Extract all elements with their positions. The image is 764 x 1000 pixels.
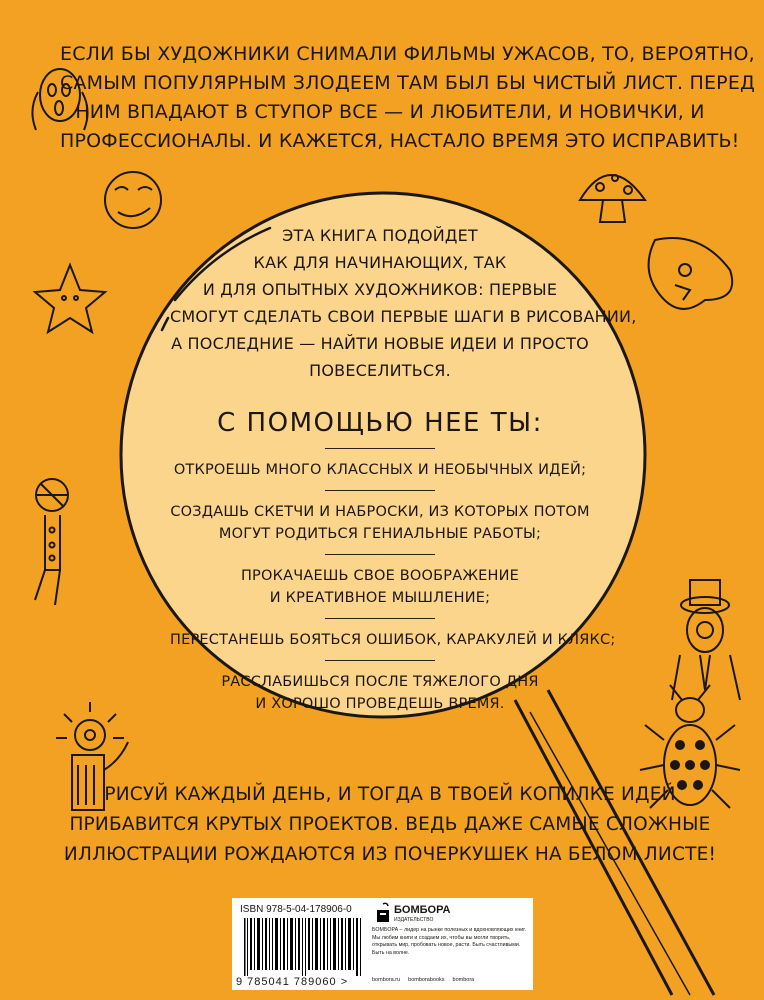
divider	[325, 448, 435, 449]
barcode-icon	[242, 918, 366, 976]
divider	[325, 554, 435, 555]
divider	[325, 660, 435, 661]
benefit-line: РАССЛАБИШЬСЯ ПОСЛЕ ТЯЖЕЛОГО ДНЯ	[221, 674, 539, 690]
smiley-face-doodle-icon	[105, 172, 161, 228]
publisher-description: БОМБОРА – лидер на рынке полезных и вдохновляющих книг. Мы любим книги и создаем их, чтобы вы могли творить, открывать мир, пробовать новое, расти. Быть счастливыми. Быть на волне.	[372, 927, 527, 956]
divider	[325, 618, 435, 619]
lens-heading: С ПОМОЩЬЮ НЕЕ ТЫ:	[217, 408, 543, 438]
acrobat-doodle-icon	[35, 479, 68, 605]
star-doodle-icon	[35, 265, 105, 332]
benefit-line: И ХОРОШО ПРОВЕДЕШЬ ВРЕМЯ.	[255, 696, 505, 712]
closing-line: ПРИБАВИТСЯ КРУТЫХ ПРОЕКТОВ. ВЕДЬ ДАЖЕ САМЫЕ СЛОЖНЫЕ	[69, 814, 711, 835]
lens-intro-line: И ДЛЯ ОПЫТНЫХ ХУДОЖНИКОВ: ПЕРВЫЕ	[202, 280, 558, 299]
benefit-item	[170, 671, 590, 715]
closing-line: ИЛЛЮСТРАЦИИ РОЖДАЮТСЯ ИЗ ПОЧЕРКУШЕК НА БЕЛОМ ЛИСТЕ!	[63, 844, 717, 865]
benefit-item	[170, 501, 590, 545]
lens-intro-line: А ПОСЛЕДНИЕ — НАЙТИ НОВЫЕ ИДЕИ И ПРОСТО	[171, 334, 589, 353]
website-link[interactable]: bombora.ru	[372, 977, 401, 983]
lens-intro	[170, 222, 637, 384]
isbn-label: ISBN 978-5-04-178906-0	[240, 904, 352, 915]
benefit-item	[170, 629, 616, 651]
man-with-apple-doodle-icon	[672, 580, 740, 700]
social-link[interactable]: bombora	[452, 977, 475, 983]
fish-doodle-icon	[649, 238, 733, 309]
mushroom-doodle-icon	[580, 175, 645, 222]
lens-content	[170, 222, 637, 715]
intro-line: САМЫМ ПОПУЛЯРНЫМ ЗЛОДЕЕМ ТАМ БЫЛ БЫ ЧИСТЫЙ ЛИСТ. ПЕРЕД	[60, 72, 756, 94]
intro-line: НИМ ВПАДАЮТ В СТУПОР ВСЕ — И ЛЮБИТЕЛИ, И НОВИЧКИ, И	[75, 101, 705, 123]
benefit-line: И КРЕАТИВНОЕ МЫШЛЕНИЕ;	[269, 590, 491, 606]
intro-line: ЕСЛИ БЫ ХУДОЖНИКИ СНИМАЛИ ФИЛЬМЫ УЖАСОВ, ТО, ВЕРОЯТНО,	[60, 43, 755, 65]
lens-intro-line: ЭТА КНИГА ПОДОЙДЕТ	[282, 226, 478, 245]
benefit-line: СОЗДАШЬ СКЕТЧИ И НАБРОСКИ, ИЗ КОТОРЫХ ПОТОМ	[170, 504, 590, 520]
benefit-line: ПРОКАЧАЕШЬ СВОЕ ВООБРАЖЕНИЕ	[240, 568, 520, 584]
benefit-line: МОГУТ РОДИТЬСЯ ГЕНИАЛЬНЫЕ РАБОТЫ;	[218, 526, 542, 542]
intro-paragraph	[60, 40, 756, 156]
benefit-line: ПЕРЕСТАНЕШЬ БОЯТЬСЯ ОШИБОК, КАРАКУЛЕЙ И КЛЯКС;	[170, 632, 616, 648]
lens-intro-line: СМОГУТ СДЕЛАТЬ СВОИ ПЕРВЫЕ ШАГИ В РИСОВАНИИ,	[170, 307, 637, 326]
lens-intro-line: ПОВЕСЕЛИТЬСЯ.	[309, 361, 451, 380]
publisher-subtitle: ИЗДАТЕЛЬСТВО	[394, 917, 434, 923]
bomb-logo-icon	[374, 902, 392, 924]
barcode-panel	[232, 898, 533, 990]
closing-line: РИСУЙ КАЖДЫЙ ДЕНЬ, И ТОГДА В ТВОЕЙ КОПИЛКЕ ИДЕЙ	[104, 784, 676, 805]
benefit-line: ОТКРОЕШЬ МНОГО КЛАССНЫХ И НЕОБЫЧНЫХ ИДЕЙ;	[173, 462, 587, 478]
intro-line: ПРОФЕССИОНАЛЫ. И КАЖЕТСЯ, НАСТАЛО ВРЕМЯ ЭТО ИСПРАВИТЬ!	[60, 130, 740, 152]
publisher-name: БОМБОРА	[394, 904, 451, 916]
lens-intro-line: КАК ДЛЯ НАЧИНАЮЩИХ, ТАК	[253, 253, 507, 272]
publisher-social-links	[372, 977, 528, 983]
vk-link[interactable]: bomborabooks	[408, 977, 445, 983]
divider	[325, 490, 435, 491]
benefit-item	[170, 459, 590, 481]
benefit-item	[170, 565, 590, 609]
closing-paragraph	[60, 780, 720, 870]
barcode-digits: 9 785041 789060 >	[236, 976, 349, 988]
